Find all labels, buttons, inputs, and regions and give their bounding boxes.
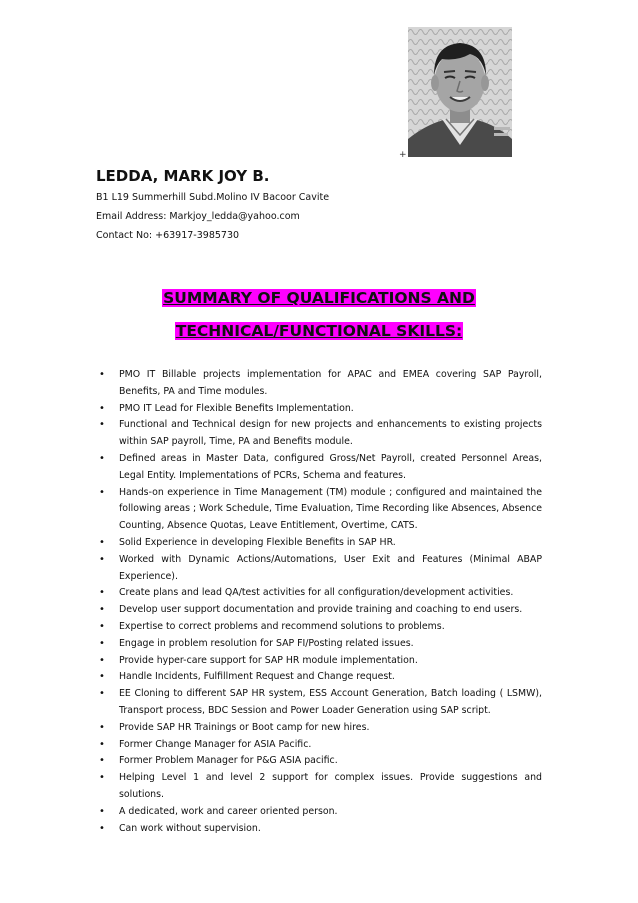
phone-line: Contact No: +63917-3985730 — [96, 230, 240, 241]
address-line: B1 L19 Summerhill Subd.Molino IV Bacoor Cavite — [96, 192, 330, 203]
bullet-icon: • — [99, 805, 105, 817]
bullet-icon: • — [99, 486, 105, 498]
list-item — [96, 417, 542, 451]
list-item-text: Helping Level 1 and level 2 support for complex issues. Provide suggestions and solutions. — [119, 772, 542, 800]
qualifications-list — [96, 367, 542, 837]
list-item — [96, 552, 542, 586]
photo-corner-mark: + — [399, 150, 407, 160]
bullet-icon: • — [99, 721, 105, 733]
section-title-text-2: TECHNICAL/FUNCTIONAL SKILLS: — [175, 322, 463, 340]
portrait-image — [408, 27, 512, 157]
bullet-icon: • — [99, 688, 105, 700]
contact-header — [96, 167, 329, 245]
list-item-text: A dedicated, work and career oriented person. — [119, 805, 338, 817]
bullet-icon: • — [99, 620, 105, 632]
list-item-text: Former Change Manager for ASIA Pacific. — [119, 738, 312, 750]
list-item-text: Defined areas in Master Data, configured Gross/Net Payroll, created Personnel Areas, Legal Entity. Implementations of PCRs, Schema and features. — [119, 452, 542, 481]
list-item-text: Develop user support documentation and provide training and coaching to end users. — [119, 604, 523, 616]
list-item — [96, 720, 542, 737]
list-item — [96, 653, 542, 670]
list-item-text: Hands-on experience in Time Management (TM) module ; configured and maintained the following areas ; Work Schedule, Time Evaluation, Time Recording like Absences, Absence Counting, Absence Quotas, Leave Entitlement, Overtime, CATS. — [119, 486, 542, 532]
list-item — [96, 636, 542, 653]
bullet-icon: • — [99, 755, 105, 767]
bullet-icon: • — [99, 822, 105, 834]
bullet-icon: • — [99, 553, 105, 565]
list-item-text: PMO IT Billable projects implementation for APAC and EMEA covering SAP Payroll, Benefits, PA and Time modules. — [119, 369, 542, 397]
bullet-icon: • — [99, 369, 105, 380]
list-item-text: Former Problem Manager for P&G ASIA pacific. — [119, 755, 338, 767]
section-title-line-2 — [96, 321, 542, 341]
list-item-text: Create plans and lead QA/test activities for all configuration/development activities. — [119, 587, 514, 599]
list-item-text: EE Cloning to different SAP HR system, ESS Account Generation, Batch loading ( LSMW), Transport process, BDC Session and Power Loader Generation using SAP script. — [119, 688, 542, 716]
list-item-text: PMO IT Lead for Flexible Benefits Implementation. — [119, 402, 354, 414]
bullet-icon: • — [99, 452, 105, 464]
list-item — [96, 619, 542, 636]
list-item-text: Worked with Dynamic Actions/Automations, User Exit and Features (Minimal ABAP Experience). — [119, 553, 542, 582]
list-item-text: Expertise to correct problems and recommend solutions to problems. — [119, 620, 445, 632]
list-item-text: Handle Incidents, Fulfillment Request and Change request. — [119, 671, 395, 683]
section-title-text-1: SUMMARY OF QUALIFICATIONS AND — [163, 289, 475, 307]
list-item — [96, 602, 542, 619]
list-item — [96, 451, 542, 485]
list-item — [96, 669, 542, 686]
bullet-icon: • — [99, 637, 105, 649]
list-item-text: Can work without supervision. — [119, 822, 261, 834]
list-item — [96, 485, 542, 535]
bullet-icon: • — [99, 587, 105, 599]
section-title-line-1 — [96, 288, 542, 308]
bullet-icon: • — [99, 671, 105, 683]
list-item — [96, 585, 542, 602]
bullet-icon: • — [99, 738, 105, 750]
list-item — [96, 804, 542, 821]
list-item — [96, 753, 542, 770]
list-item-text: Provide hyper-care support for SAP HR module implementation. — [119, 654, 418, 666]
bullet-icon: • — [99, 419, 105, 431]
list-item — [96, 686, 542, 720]
list-item — [96, 401, 542, 418]
list-item-text: Solid Experience in developing Flexible Benefits in SAP HR. — [119, 536, 396, 548]
bullet-icon: • — [99, 536, 105, 548]
email-line: Email Address: Markjoy_ledda@yahoo.com — [96, 211, 300, 222]
list-item-text: Provide SAP HR Trainings or Boot camp for new hires. — [119, 721, 370, 733]
bullet-icon: • — [99, 654, 105, 666]
list-item — [96, 737, 542, 754]
applicant-name: LEDDA, MARK JOY B. — [96, 167, 270, 185]
list-item — [96, 821, 542, 838]
list-item-text: Functional and Technical design for new projects and enhancements to existing projects within SAP payroll, Time, PA and Benefits module. — [119, 419, 542, 448]
bullet-icon: • — [99, 402, 105, 414]
bullet-icon: • — [99, 604, 105, 616]
profile-photo — [408, 27, 512, 157]
list-item — [96, 367, 542, 401]
list-item — [96, 535, 542, 552]
list-item-text: Engage in problem resolution for SAP FI/Posting related issues. — [119, 637, 414, 649]
list-item — [96, 770, 542, 804]
bullet-icon: • — [99, 772, 105, 784]
